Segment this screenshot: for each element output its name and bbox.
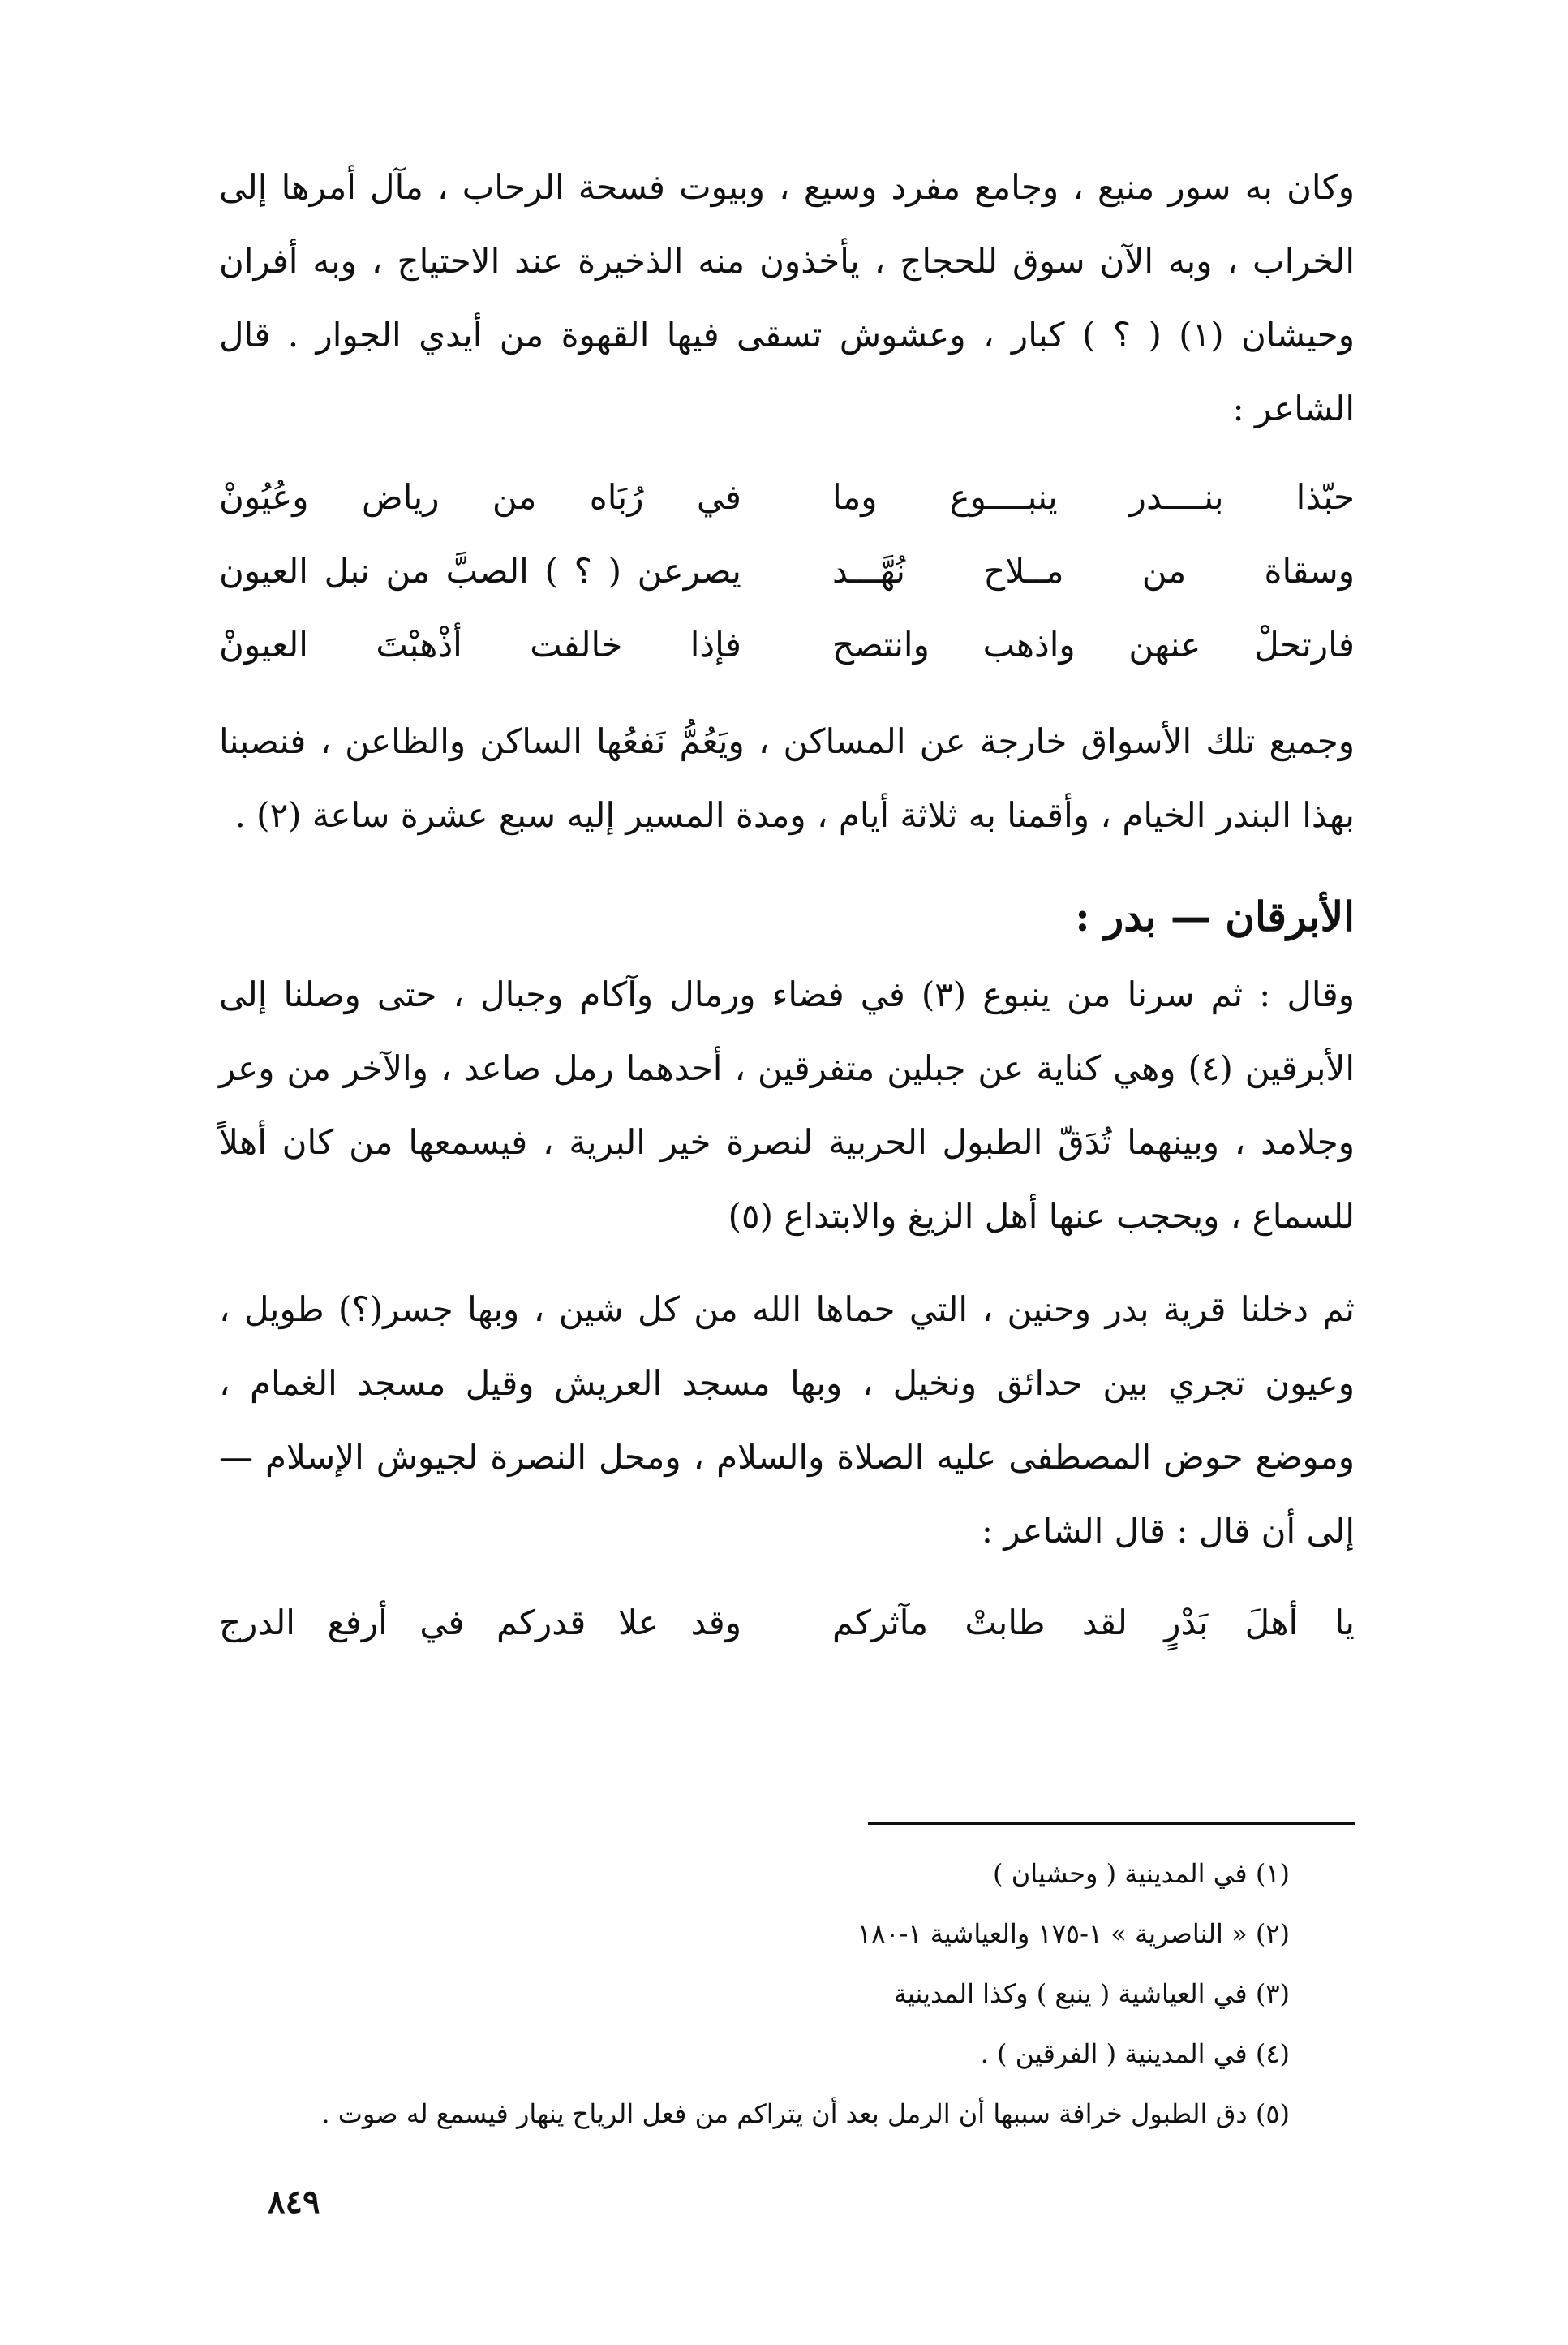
page-body — [219, 150, 1355, 1659]
verse-first-hemistich: فارتحلْ عنهن واذهب وانتصح — [832, 625, 1355, 665]
footnote: (١) في المدينية ( وحشيان ) — [993, 1858, 1290, 1889]
paragraph: ثم دخلنا قرية بدر وحنين ، التي حماها الله من كل شين ، وبها جسر(؟) طويل ، وعيون تجري بين حدائق ونخيل ، وبها مسجد العريش وقيل مسجد الغمام ، وموضع حوض المصطفى عليه الصلاة والسلام ، ومحل النصرة لجيوش الإسلام — إلى أن قال : قال الشاعر : — [219, 1289, 1355, 1551]
verse-first-hemistich: يا أهلَ بَدْرٍ لقد طابتْ مآثركم — [832, 1603, 1355, 1642]
paragraph: وكان به سور منيع ، وجامع مفرد وسيع ، وبيوت فسحة الرحاب ، مآل أمرها إلى الخراب ، وبه الآن سوق للحجاج ، يأخذون منه الذخيرة عند الاحتياج ، وبه أفران وحيشان (١) ( ؟ ) كبار ، وعشوش تسقى فيها القهوة من أيدي الجوار . قال الشاعر : — [219, 167, 1355, 428]
paragraph: وقال : ثم سرنا من ينبوع (٣) في فضاء ورمال وآكام وجبال ، حتى وصلنا إلى الأبرقين (٤) وهي كناية عن جبلين متفرقين ، أحدهما رمل صاعد ، والآخر من وعر وجلامد ، وبينهما تُدَقّ الطبول الحربية لنصرة خير البرية ، فيسمعها من كان أهلاً للسماع ، ويحجب عنها أهل الزيغ والابتداع (٥) — [219, 975, 1355, 1236]
poem-block — [219, 460, 1355, 682]
page-number: ٨٤٩ — [268, 2183, 320, 2221]
footnote: (٣) في العياشية ( ينبع ) وكذا المدينية — [893, 1978, 1290, 2009]
verse-line — [219, 460, 1355, 534]
footnotes — [243, 1844, 1290, 2144]
footnote: (٢) « الناصرية » ١-١٧٥ والعياشية ١-١٨٠ — [857, 1918, 1290, 1949]
verse-second-hemistich: يصرعن ( ؟ ) الصبَّ من نبل العيون — [219, 551, 741, 591]
footnote: (٤) في المدينية ( الفرقين ) . — [980, 2038, 1290, 2069]
section-heading: الأبرقان — بدر : — [1075, 893, 1355, 940]
verse-line — [219, 1586, 1355, 1659]
verse-line — [219, 534, 1355, 608]
verse-second-hemistich: فإذا خالفت أذْهبْتَ العيونْ — [219, 625, 741, 665]
paragraph: وجميع تلك الأسواق خارجة عن المساكن ، ويَعُمُّ نَفعُها الساكن والظاعن ، فنصبنا بهذا البندر الخيام ، وأقمنا به ثلاثة أيام ، ومدة المسير إليه سبع عشرة ساعة (٢) . — [219, 721, 1355, 835]
verse-line — [219, 608, 1355, 682]
verse-second-hemistich: في رُبَاه من رياض وعُيُونْ — [219, 477, 741, 517]
verse-second-hemistich: وقد علا قدركم في أرفع الدرج — [219, 1603, 741, 1642]
verse-first-hemistich: حبّذا بنــــدر ينبــــوع وما — [832, 477, 1355, 517]
footnote-divider — [868, 1822, 1355, 1825]
footnote: (٥) دق الطبول خرافة سببها أن الرمل بعد أن يتراكم من فعل الرياح ينهار فيسمع له صوت . — [321, 2098, 1290, 2129]
verse-first-hemistich: وسقاة من مــلاح نُهَّـــد — [832, 551, 1355, 591]
